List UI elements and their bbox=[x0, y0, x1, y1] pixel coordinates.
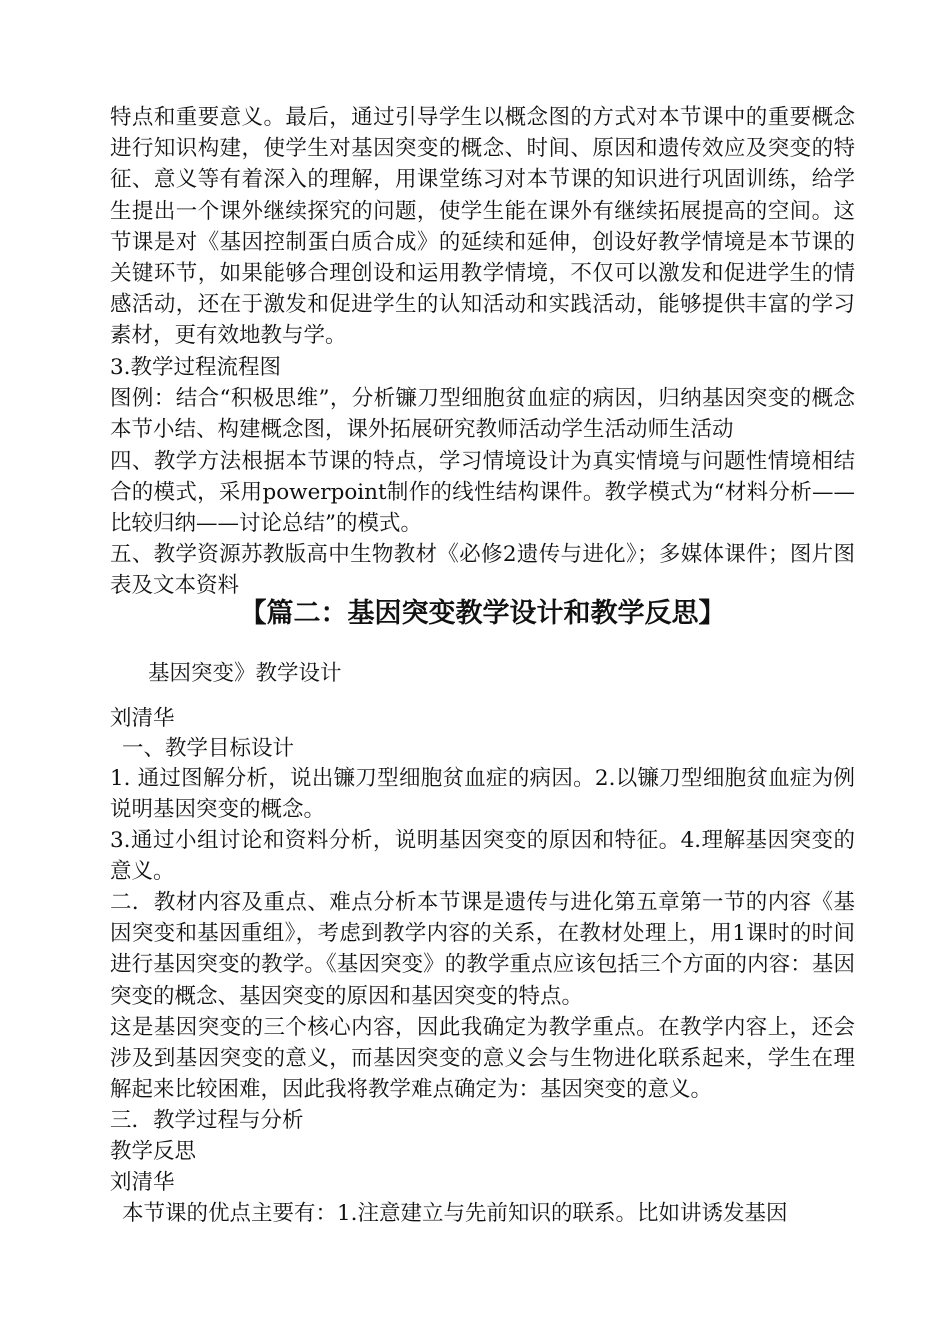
author-name-2: 刘清华 bbox=[110, 1170, 175, 1195]
paragraph-teaching-method: 四、教学方法根据本节课的特点，学习情境设计为真实情境与问题性情境相结合的模式，采用powerpoint制作的线性结构课件。教学模式为“材料分析——比较归纳——讨论总结”的模式。 bbox=[110, 449, 855, 537]
objectives-3-4: 3.通过小组讨论和资料分析，说明基因突变的原因和特征。4.理解基因突变的意义。 bbox=[110, 828, 855, 885]
paragraph-legend: 图例：结合“积极思维”，分析镰刀型细胞贫血症的病因，归纳基因突变的概念本节小结、构建概念图，课外拓展研究教师活动学生活动师生活动 bbox=[110, 386, 855, 443]
paragraph-teaching-resources: 五、教学资源苏教版高中生物教材《必修2遗传与进化》；多媒体课件；图片图表及文本资料 bbox=[110, 542, 855, 599]
paragraph-reflection-start: 本节课的优点主要有：1.注意建立与先前知识的联系。比如讲诱发基因 bbox=[122, 1201, 788, 1226]
heading-objectives: 一、教学目标设计 bbox=[122, 736, 295, 761]
author-name: 刘清华 bbox=[110, 706, 175, 731]
paragraph-key-points: 这是基因突变的三个核心内容，因此我确定为教学重点。在教学内容上，还会涉及到基因突变的意义，而基因突变的意义会与生物进化联系起来，学生在理解起来比较困难，因此我将教学难点确定为：基因突变的意义。 bbox=[110, 1015, 855, 1103]
section-subtitle: 基因突变》教学设计 bbox=[148, 661, 342, 686]
paragraph-lesson-significance: 特点和重要意义。最后，通过引导学生以概念图的方式对本节课中的重要概念进行知识构建，使学生对基因突变的概念、时间、原因和遗传效应及突变的特征、意义等有着深入的理解，用课堂练习对本节课的知识进行巩固训练，给学生提出一个课外继续探究的问题，使学生能在课外有继续拓展提高的空间。这节课是对《基因控制蛋白质合成》的延续和延伸，创设好教学情境是本节课的关键环节，如果能够合理创设和运用教学情境，不仅可以激发和促进学生的情感活动，还在于激发和促进学生的认知活动和实践活动，能够提供丰富的学习素材，更有效地教与学。 bbox=[110, 105, 855, 349]
objectives-1-2: 1. 通过图解分析，说出镰刀型细胞贫血症的病因。2.以镰刀型细胞贫血症为例说明基因突变的概念。 bbox=[110, 766, 855, 823]
heading-teaching-process: 三．教学过程与分析 bbox=[110, 1108, 304, 1133]
section-title: 【篇二：基因突变教学设计和教学反思】 bbox=[239, 598, 726, 629]
heading-reflection: 教学反思 bbox=[110, 1139, 197, 1164]
heading-teaching-flowchart: 3.教学过程流程图 bbox=[110, 355, 282, 380]
paragraph-content-analysis: 二．教材内容及重点、难点分析本节课是遗传与进化第五章第一节的内容《基因突变和基因重组》，考虑到教学内容的关系，在教材处理上，用1课时的时间进行基因突变的教学。《基因突变》的教学重点应该包括三个方面的内容：基因突变的概念、基因突变的原因和基因突变的特点。 bbox=[110, 890, 855, 1009]
